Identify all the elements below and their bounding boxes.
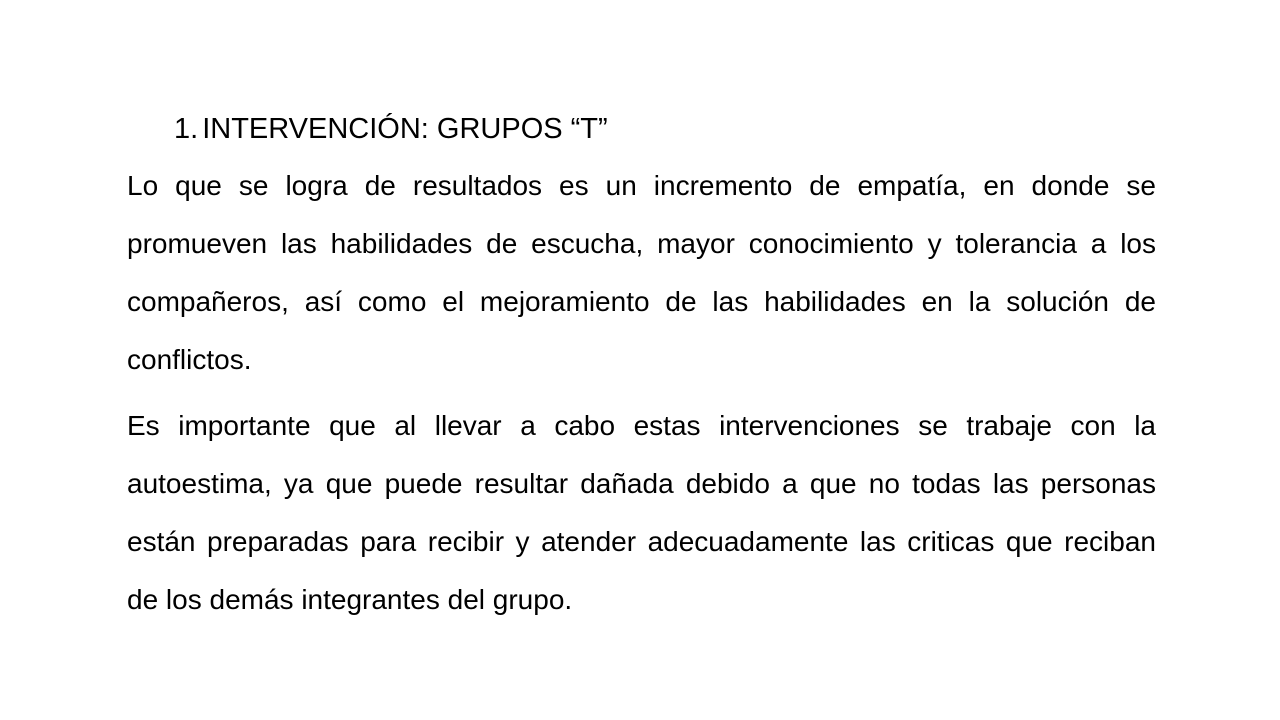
slide-heading [174, 110, 608, 148]
heading-text: INTERVENCIÓN: GRUPOS “T” [202, 113, 608, 145]
heading-number: 1. [174, 113, 199, 145]
paragraph-self-esteem: Es importante que al llevar a cabo estas intervenciones se trabaje con la autoestima, ya que puede resultar dañada debido a que no todas las personas están preparadas para recibir y atender adecuadamente las criticas que reciban de los demás integrantes del grupo. [127, 410, 1156, 615]
paragraph-results: Lo que se logra de resultados es un incremento de empatía, en donde se promueven las habilidades de escucha, mayor conocimiento y tolerancia a los compañeros, así como el mejoramiento de las habilidades en la solución de conflictos. [127, 170, 1156, 375]
